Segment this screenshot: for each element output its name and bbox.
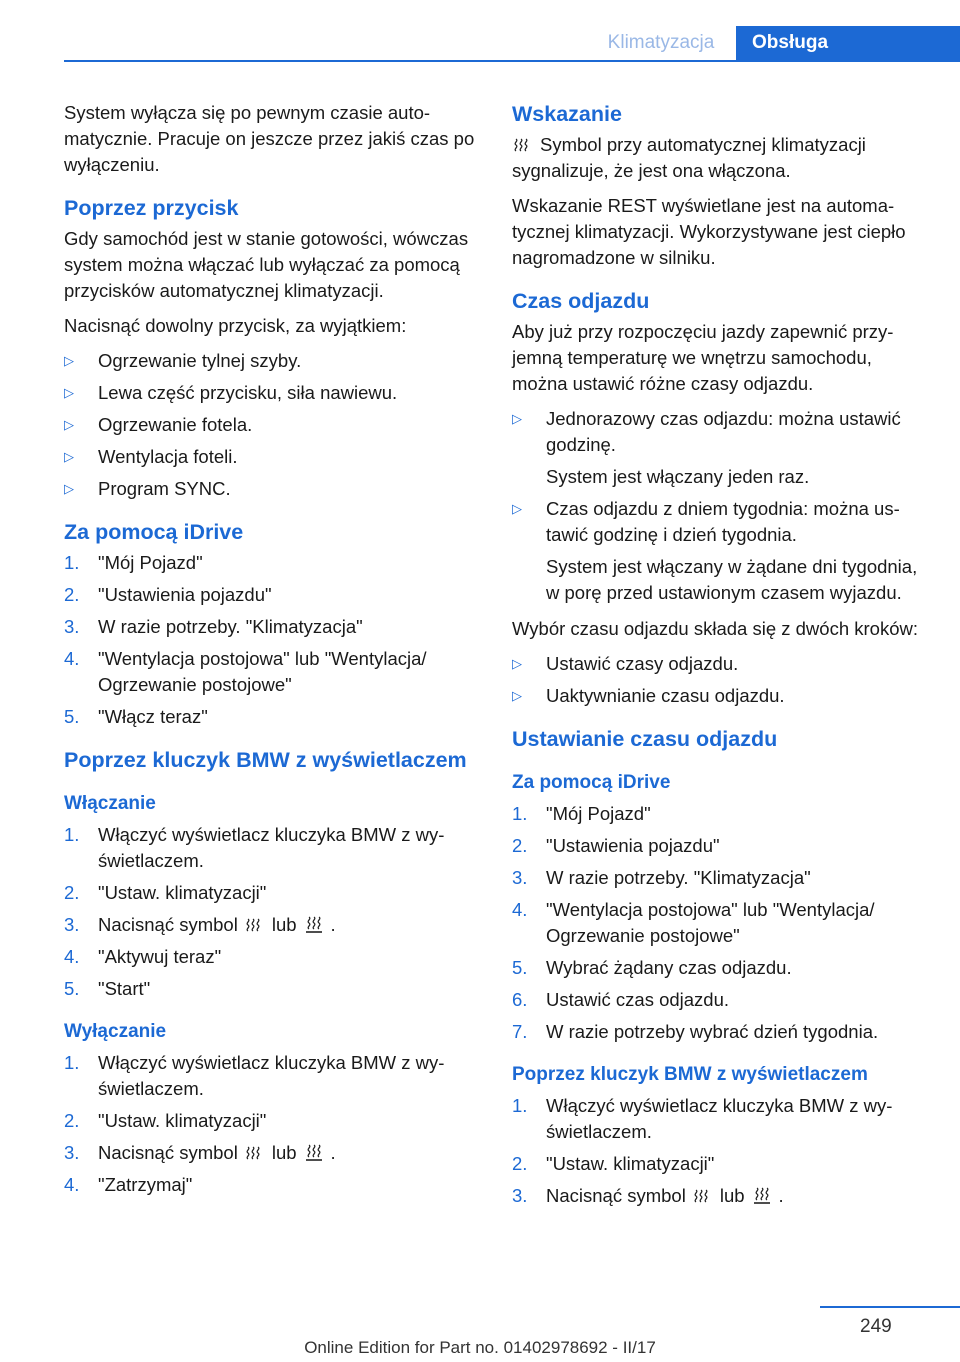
- step-text: Włączyć wyświetlacz kluczyka BMW z wyświetlaczem.: [546, 1095, 893, 1142]
- step-number: 3.: [64, 914, 80, 935]
- step-number: 1.: [64, 824, 80, 845]
- heading-set-key: Poprzez kluczyk BMW z wyświetlaczem: [512, 1064, 868, 1085]
- paragraph-button-1: Gdy samochód jest w stanie gotowości, wówczas system można włączać lub wyłączać za pomocą przycisków automatycznej klimatyzacji.: [64, 228, 469, 301]
- step-text: W razie potrzeby wybrać dzień tygodnia.: [546, 1021, 879, 1042]
- bullet-triangle-icon: ▷: [512, 411, 522, 426]
- step-number: 2.: [512, 1153, 528, 1174]
- heading-wylaczanie: Wyłączanie: [64, 1021, 167, 1042]
- footer-edition: Online Edition for Part no. 01402978692 - II/17: [304, 1338, 656, 1357]
- step-text: "Aktywuj teraz": [98, 946, 222, 967]
- list-item-text: Ogrzewanie tylnej szyby.: [98, 350, 302, 371]
- list-item: [64, 380, 476, 406]
- heading-wskazanie: Wskazanie: [512, 102, 622, 126]
- step-text: "Mój Pojazd": [98, 552, 203, 573]
- step-number: 2.: [64, 882, 80, 903]
- step-number: 3.: [512, 867, 528, 888]
- list-item: [512, 496, 930, 606]
- list-item: [512, 651, 930, 677]
- bullet-triangle-icon: ▷: [64, 353, 74, 368]
- set-idrive-steps: [512, 801, 930, 1045]
- step-text: Włączyć wyświetlacz kluczyka BMW z wyświetlaczem.: [98, 824, 445, 871]
- step-text: W razie potrzeby. "Klimatyzacja": [546, 867, 811, 888]
- paragraph-departure: Aby już przy rozpoczęciu jazdy zapewnić przyjemną temperaturę we wnętrzu samochodu, można ustawić różne czasy odjazdu.: [512, 321, 894, 394]
- step-number: 3.: [512, 1185, 528, 1206]
- list-item: [64, 1108, 476, 1134]
- step-number: 5.: [64, 978, 80, 999]
- step-number: 2.: [64, 1110, 80, 1131]
- list-item: [64, 614, 476, 640]
- step-text: Włączyć wyświetlacz kluczyka BMW z wyświetlaczem.: [98, 1052, 445, 1099]
- step-text: Nacisnąć symbol: [546, 1185, 686, 1206]
- step-number: 4.: [64, 648, 80, 669]
- list-item: [64, 704, 476, 730]
- ventilation-symbol-icon: [692, 1186, 714, 1204]
- step-number: 1.: [64, 552, 80, 573]
- step-number: 6.: [512, 989, 528, 1010]
- step-number: 1.: [512, 1095, 528, 1116]
- bullet-triangle-icon: ▷: [64, 449, 74, 464]
- step-text: Wybrać żądany czas odjazdu.: [546, 957, 792, 978]
- list-item: [64, 550, 476, 576]
- left-column: [64, 100, 476, 1208]
- list-item: [512, 1151, 930, 1177]
- heading-czas-odjazdu: Czas odjazdu: [512, 289, 650, 313]
- list-item-text: Program SYNC.: [98, 478, 231, 499]
- list-item: [512, 1019, 930, 1045]
- step-text: Nacisnąć symbol: [98, 914, 238, 935]
- departure-types-list: [512, 406, 930, 606]
- list-item: [512, 987, 930, 1013]
- step-text: "Ustawienia pojazdu": [546, 835, 720, 856]
- list-item-text: Lewa część przycisku, siła nawiewu.: [98, 382, 398, 403]
- step-text: "Ustawienia pojazdu": [98, 584, 272, 605]
- list-item: [512, 955, 930, 981]
- bullet-triangle-icon: ▷: [512, 656, 522, 671]
- list-item: [64, 444, 476, 470]
- list-item: [64, 1172, 476, 1198]
- list-item-text: Czas odjazdu z dniem tygodnia: można ustawić godzinę i dzień tygodnia.: [546, 498, 900, 545]
- list-item: [64, 582, 476, 608]
- step-text: "Mój Pojazd": [546, 803, 651, 824]
- step-number: 2.: [512, 835, 528, 856]
- ventilation-symbol-icon: [244, 915, 266, 933]
- list-item-text: Uaktywnianie czasu odjazdu.: [546, 685, 785, 706]
- step-text: "Start": [98, 978, 151, 999]
- list-item: [512, 833, 930, 859]
- intro-paragraph: System wyłącza się po pewnym czasie automatycznie. Pracuje on jeszcze przez jakiś czas po wyłączeniu.: [64, 102, 475, 175]
- list-item: [64, 912, 476, 938]
- switch-off-steps: [64, 1050, 476, 1198]
- list-item-text: Ogrzewanie fotela.: [98, 414, 253, 435]
- list-item: [64, 944, 476, 970]
- ventilation-heating-symbol-icon: [303, 1143, 325, 1161]
- list-item: [64, 880, 476, 906]
- heading-key-display: Poprzez kluczyk BMW z wyświetlaczem: [64, 748, 467, 772]
- step-number: 4.: [64, 1174, 80, 1195]
- paragraph-button-2: Nacisnąć dowolny przycisk, za wyjątkiem:: [64, 315, 407, 336]
- header-rule: [64, 60, 960, 62]
- list-item-subtext: System jest włączany jeden raz.: [546, 466, 810, 487]
- list-item-text: Wentylacja foteli.: [98, 446, 238, 467]
- step-text: "Wentylacja postojowa" lub "Wentylacja/ Ogrzewanie postojowe": [546, 899, 875, 946]
- footer-rule: [820, 1306, 960, 1308]
- bullet-triangle-icon: ▷: [512, 501, 522, 516]
- list-item: [64, 412, 476, 438]
- page-number: 249: [860, 1316, 892, 1337]
- header-section-tab: Klimatyzacja: [607, 32, 715, 53]
- ventilation-symbol-icon: [244, 1143, 266, 1161]
- step-text-or: lub: [271, 1142, 297, 1163]
- list-item: [64, 348, 476, 374]
- ventilation-symbol-icon: [512, 135, 534, 153]
- step-text-or: lub: [271, 914, 297, 935]
- heading-set-departure: Ustawianie czasu odjazdu: [512, 727, 778, 751]
- step-text: "Ustaw. klimatyzacji": [98, 882, 267, 903]
- step-number: 3.: [64, 1142, 80, 1163]
- step-text: "Wentylacja postojowa" lub "Wentylacja/ Ogrzewanie postojowe": [98, 648, 427, 695]
- list-item: [64, 822, 476, 874]
- list-item: [512, 801, 930, 827]
- step-number: 7.: [512, 1021, 528, 1042]
- choice-steps-list: [512, 651, 930, 709]
- step-number: 5.: [64, 706, 80, 727]
- step-number: 3.: [64, 616, 80, 637]
- heading-poprzez-przycisk: Poprzez przycisk: [64, 196, 239, 220]
- paragraph-display-1-text: Symbol przy automatycznej klimatyzacji sygnalizuje, że jest ona włączona.: [512, 134, 866, 181]
- step-number: 4.: [512, 899, 528, 920]
- step-text: Ustawić czas odjazdu.: [546, 989, 730, 1010]
- bullet-triangle-icon: ▷: [64, 385, 74, 400]
- paragraph-display-2: Wskazanie REST wyświetlane jest na automatycznej klimatyzacji. Wykorzystywane jest ciepło nagromadzone w silniku.: [512, 195, 906, 268]
- bullet-triangle-icon: ▷: [512, 688, 522, 703]
- header-chapter-tab: Obsługa: [736, 26, 960, 62]
- bullet-triangle-icon: ▷: [64, 481, 74, 496]
- heading-set-idrive: Za pomocą iDrive: [512, 772, 671, 793]
- step-text: "Zatrzymaj": [98, 1174, 193, 1195]
- list-item: [512, 897, 930, 949]
- step-text: "Ustaw. klimatyzacji": [546, 1153, 715, 1174]
- list-item: [512, 406, 930, 490]
- list-item: [64, 476, 476, 502]
- list-item-text: Ustawić czasy odjazdu.: [546, 653, 739, 674]
- list-item: [64, 1140, 476, 1166]
- step-text: "Włącz teraz": [98, 706, 208, 727]
- right-column: [512, 100, 930, 1219]
- list-item: [512, 865, 930, 891]
- step-number: 4.: [64, 946, 80, 967]
- exception-list: [64, 348, 476, 502]
- list-item: [64, 976, 476, 1002]
- step-text: "Ustaw. klimatyzacji": [98, 1110, 267, 1131]
- ventilation-heating-symbol-icon: [303, 915, 325, 933]
- ventilation-heating-symbol-icon: [751, 1186, 773, 1204]
- step-number: 1.: [512, 803, 528, 824]
- step-text: W razie potrzeby. "Klimatyzacja": [98, 616, 363, 637]
- list-item-text: Jednorazowy czas odjazdu: można ustawić godzinę.: [546, 408, 901, 455]
- list-item: [64, 1050, 476, 1102]
- bullet-triangle-icon: ▷: [64, 417, 74, 432]
- heading-idrive: Za pomocą iDrive: [64, 520, 244, 544]
- set-key-steps: [512, 1093, 930, 1209]
- step-number: 1.: [64, 1052, 80, 1073]
- list-item: [512, 683, 930, 709]
- step-text-end: .: [778, 1185, 784, 1206]
- list-item: [64, 646, 476, 698]
- step-text-end: .: [330, 914, 336, 935]
- step-text-end: .: [330, 1142, 336, 1163]
- paragraph-choice: Wybór czasu odjazdu składa się z dwóch kroków:: [512, 618, 918, 639]
- step-text-or: lub: [719, 1185, 745, 1206]
- heading-wlaczanie: Włączanie: [64, 793, 156, 814]
- list-item: [512, 1093, 930, 1145]
- step-number: 2.: [64, 584, 80, 605]
- list-item-subtext: System jest włączany w żądane dni tygodnia, w porę przed ustawionym czasem wyjazdu.: [546, 556, 918, 603]
- step-text: Nacisnąć symbol: [98, 1142, 238, 1163]
- step-number: 5.: [512, 957, 528, 978]
- switch-on-steps: [64, 822, 476, 1002]
- list-item: [512, 1183, 930, 1209]
- idrive-steps: [64, 550, 476, 730]
- paragraph-display-1: [512, 132, 930, 184]
